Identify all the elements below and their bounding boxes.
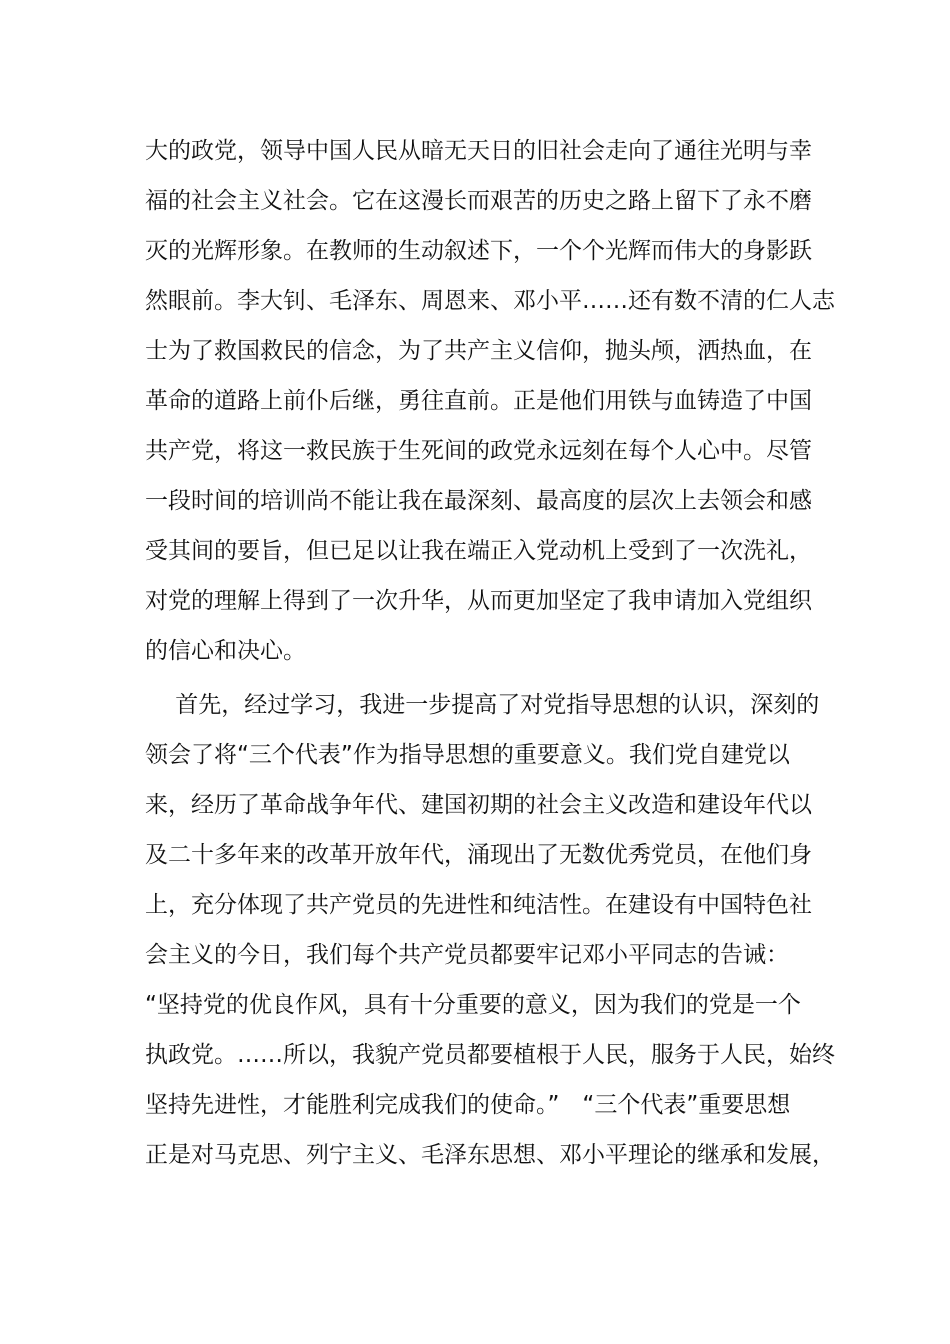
text-line: 的信心和决心。 — [145, 638, 306, 664]
body-text — [145, 126, 835, 1180]
text-line: 来，经历了革命战争年代、建国初期的社会主义改造和建设年代以 — [145, 792, 812, 818]
text-line: 受其间的要旨，但已足以让我在端正入党动机上受到了一次洗礼， — [145, 538, 812, 564]
text-line: 灭的光辉形象。在教师的生动叙述下，一个个光辉而伟大的身影跃 — [145, 238, 812, 264]
text-line: 领会了将“三个代表”作为指导思想的重要意义。我们党自建党以 — [145, 742, 790, 768]
text-line: 及二十多年来的改革开放年代，涌现出了无数优秀党员，在他们身 — [145, 842, 812, 868]
text-line: 共产党，将这一救民族于生死间的政党永远刻在每个人心中。尽管 — [145, 438, 812, 464]
text-line: 福的社会主义社会。它在这漫长而艰苦的历史之路上留下了永不磨 — [145, 188, 812, 214]
text-line: 坚持先进性，才能胜利完成我们的使命。” “三个代表”重要思想 — [145, 1092, 791, 1118]
text-line: 对党的理解上得到了一次升华，从而更加坚定了我申请加入党组织 — [145, 588, 812, 614]
text-line: “坚持党的优良作风，具有十分重要的意义，因为我们的党是一个 — [145, 992, 801, 1018]
text-line: 大的政党，领导中国人民从暗无天日的旧社会走向了通往光明与幸 — [145, 138, 812, 164]
text-line: 一段时间的培训尚不能让我在最深刻、最高度的层次上去领会和感 — [145, 488, 812, 514]
text-line: 正是对马克思、列宁主义、毛泽东思想、邓小平理论的继承和发展， — [145, 1142, 835, 1168]
text-line: 执政党。……所以，我貌产党员都要植根于人民，服务于人民，始终 — [145, 1042, 835, 1068]
text-line: 上，充分体现了共产党员的先进性和纯洁性。在建设有中国特色社 — [145, 892, 812, 918]
text-line: 首先，经过学习，我进一步提高了对党指导思想的认识，深刻的 — [145, 692, 820, 718]
text-line: 会主义的今日，我们每个共产党员都要牢记邓小平同志的告诫： — [145, 942, 789, 968]
text-line: 然眼前。李大钊、毛泽东、周恩来、邓小平……还有数不清的仁人志 — [145, 288, 835, 314]
text-line: 革命的道路上前仆后继，勇往直前。正是他们用铁与血铸造了中国 — [145, 388, 812, 414]
text-line: 士为了救国救民的信念，为了共产主义信仰，抛头颅，洒热血，在 — [145, 338, 812, 364]
